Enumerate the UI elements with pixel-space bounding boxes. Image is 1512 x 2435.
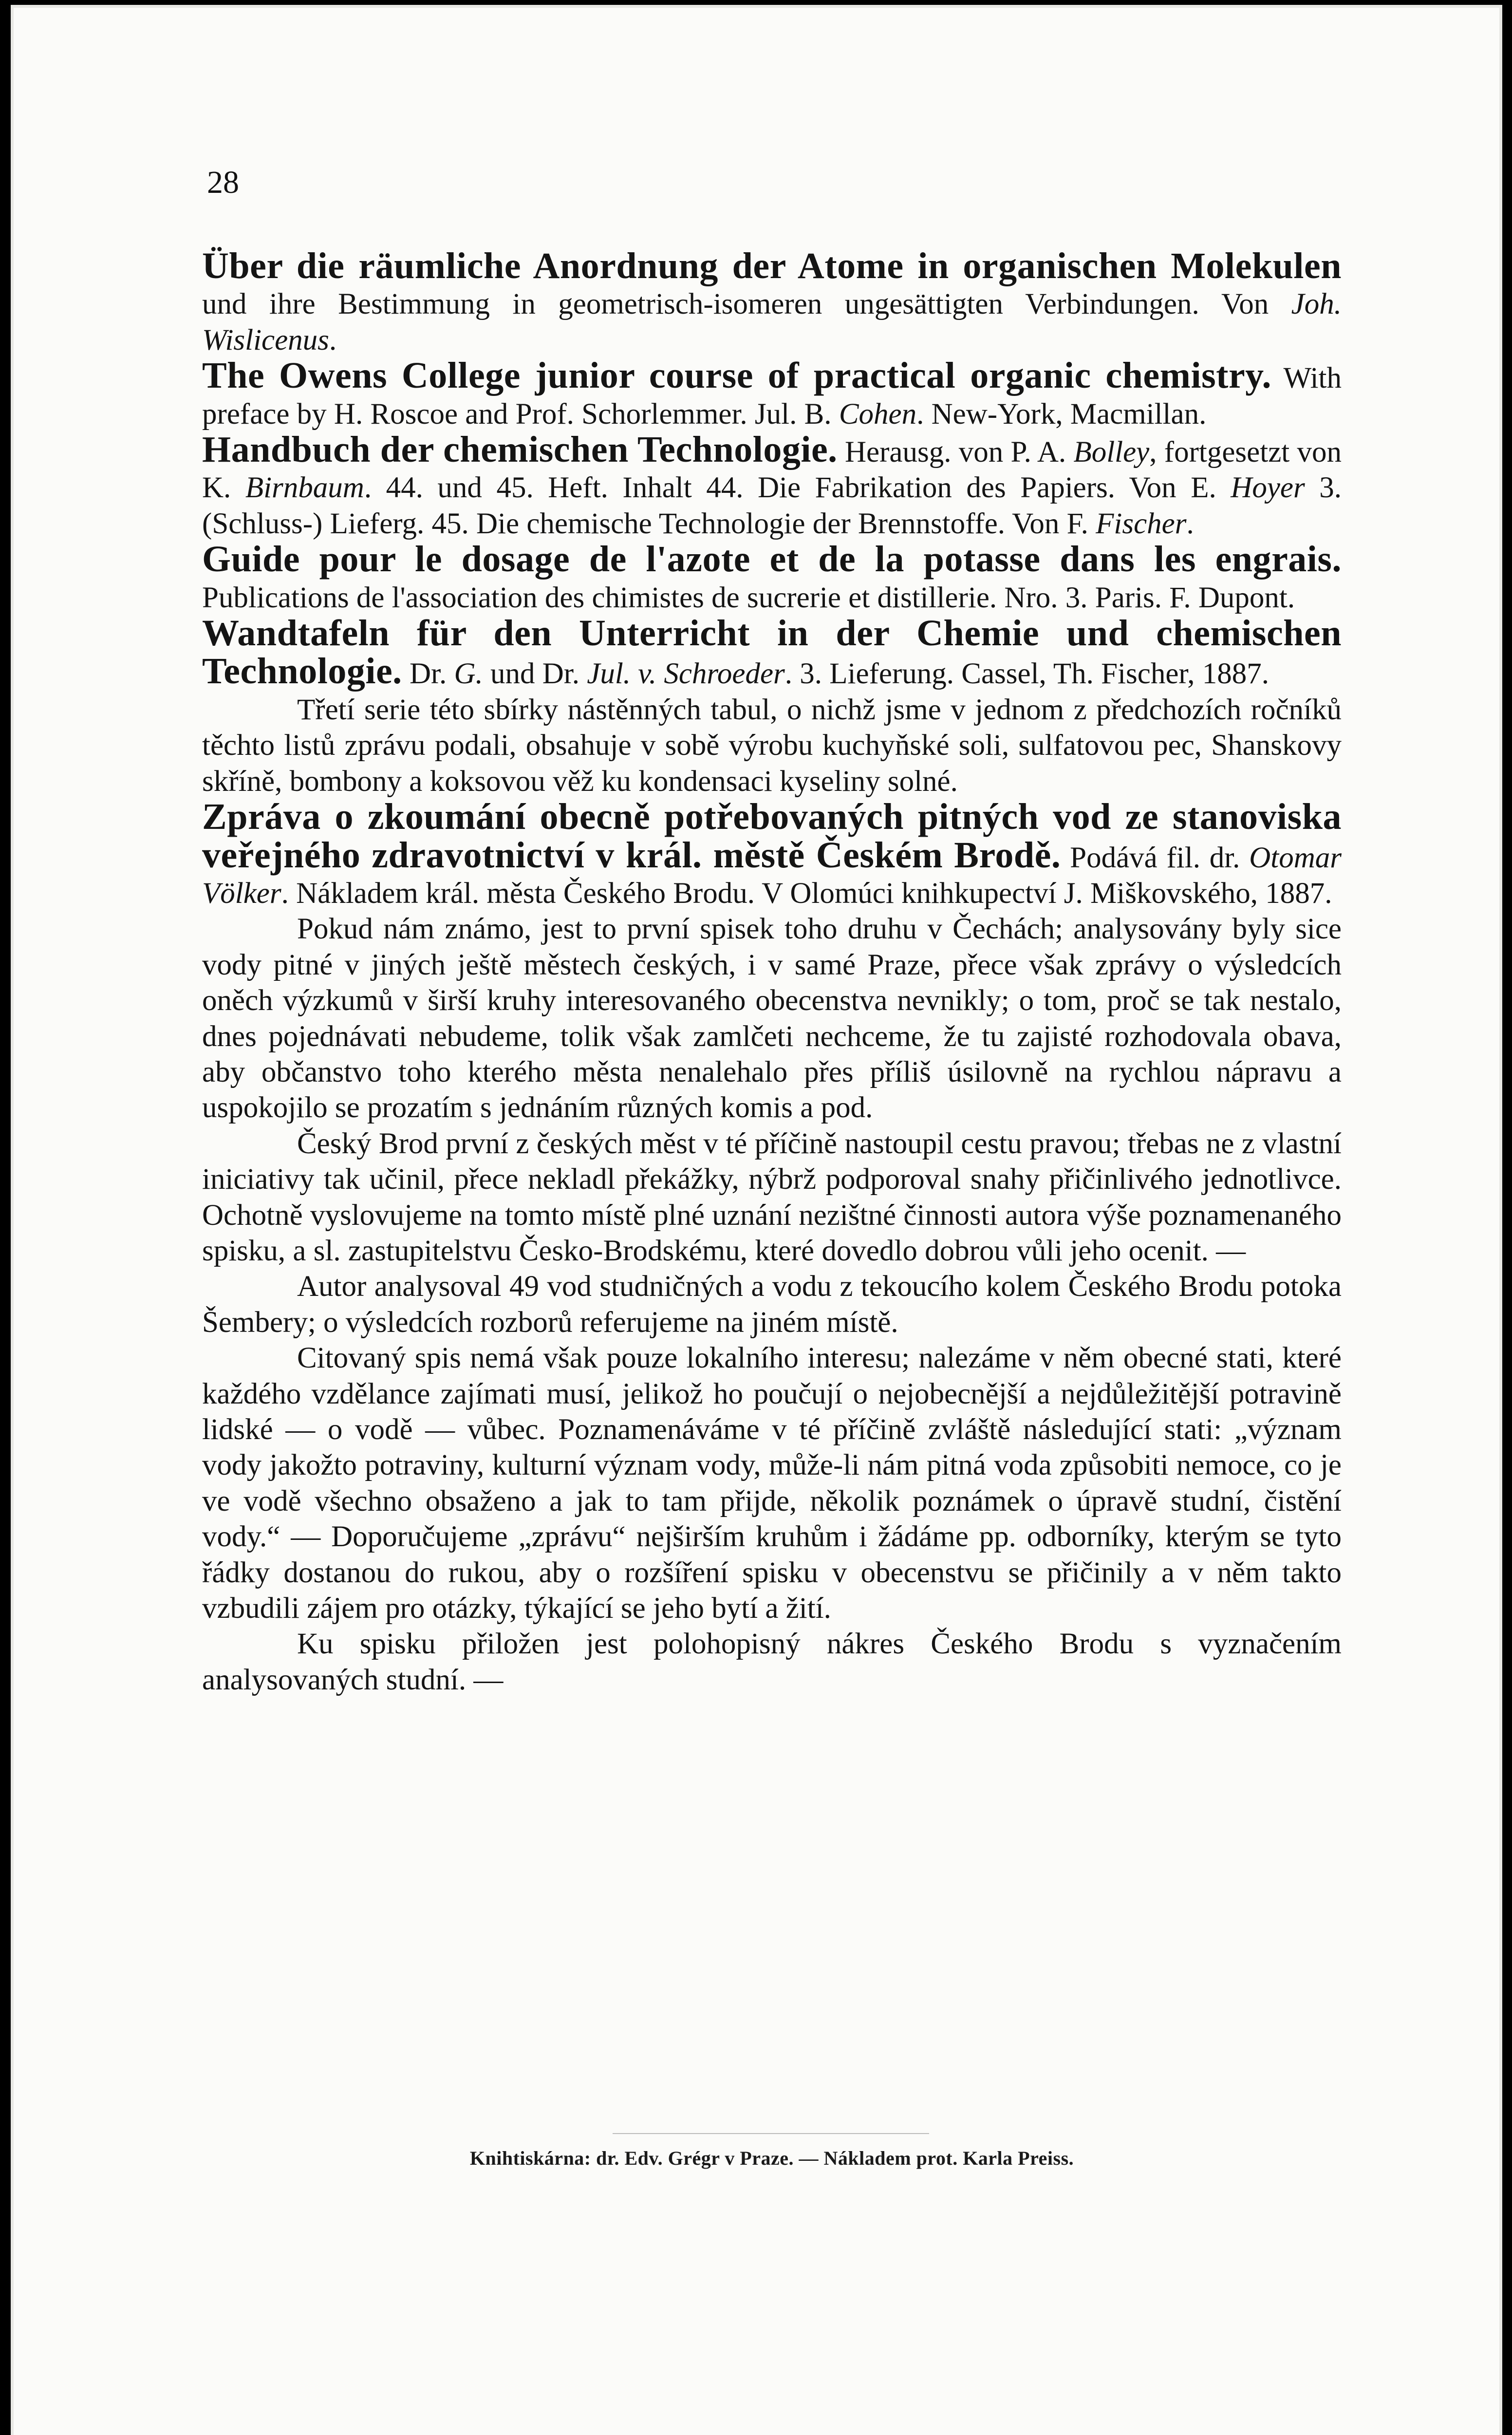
page-number: 28 <box>207 165 239 200</box>
bibliography-entry: Zpráva o zkoumání obecně potřebovaných pitných vod ze stanoviska veřejného zdravotnictví v král. městě Českém Brodě. Podává fil. dr. Otomar Völker. Nákladem král. města Českého Brodu. V Olomúci knihkupectví J. Miškovského, 1887. <box>202 796 1342 910</box>
review-paragraph: Pokud nám známo, jest to první spisek toho druhu v Čechách; analysovány byly sice vody pitné v jiných ještě městech českých, i v samé Praze, přece však zprávy o výsledcích oněch výzkumů v širší kruhy interesovaného obecenstva nevnikly; o tom, proč se tak nestalo, dnes pojednávati nebudeme, tolik však zamlčeti nechceme, že tu zajisté rozhodovala obava, aby občanstvo toho kterého města nenalehalo přes příliš úsilovně na rychlou nápravu a uspokojilo se prozatím s jednáním různých komis a pod. <box>202 913 1342 1124</box>
entry-author: G. <box>454 657 483 691</box>
entry-author: Jul. v. Schroeder <box>587 657 785 691</box>
review-paragraph: Autor analysoval 49 vod studničných a vodu z tekoucího kolem Českého Brodu potoka Šembery; o výsledcích rozborů referujeme na jiném místě. <box>202 1270 1342 1339</box>
entry-title: Zpráva o zkoumání obecně potřebovaných pitných vod ze stanoviska veřejného zdravotnictví v král. městě Českém Brodě. <box>202 796 1342 876</box>
review-paragraph: Citovaný spis nemá však pouze lokalního interesu; nalezáme v něm obecné stati, které každého vzdělance zajímati musí, jelikož ho poučují o nejobecnější a nejdůležitější potravině lidské — o vodě — vůbec. Poznamenáváme v té příčině zvláště následující stati: „význam vody jakožto potraviny, kulturní význam vody, může-li nám pitná voda způsobiti nemoce, co je ve vodě všechno obsaženo a jak to tam přijde, několik poznámek o úpravě studní, čistění vody.“ — Doporučujeme „zprávu“ nejširším kruhům i žádáme pp. odborníky, kterým se tyto řádky dostanou do rukou, aby o rozšíření spisku v obecenstvu se přičinily a v něm takto vzbudili zájem pro otázky, týkající se jeho bytí a žití. <box>202 1342 1342 1625</box>
entry-title: Über die räumliche Anordnung der Atome in organischen Molekulen <box>202 245 1342 286</box>
bibliography-entry: The Owens College junior course of practical organic chemistry. With preface by H. Roscoe and Prof. Schorlemmer. Jul. B. Cohen. New-York, Macmillan. <box>202 355 1342 431</box>
entry-author: Fischer <box>1096 507 1187 540</box>
entry-title: Handbuch der chemischen Technologie. <box>202 429 838 470</box>
book-page <box>11 5 1502 2435</box>
review-paragraph: Třetí serie této sbírky nástěnných tabul, o nichž jsme v jednom z předchozích ročníků těchto listů zprávu podali, obsahuje v sobě výrobu kuchyňské soli, sulfatovou pec, Shanskovy skříně, bombony a koksovou věž ku kondensaci kyseliny solné. <box>202 693 1342 798</box>
bibliography-entry: Guide pour le dosage de l'azote et de la potasse dans les engrais. Publications de l'association des chimistes de sucrerie et distillerie. Nro. 3. Paris. F. Dupont. <box>202 539 1342 614</box>
bibliography-entry: Handbuch der chemischen Technologie. Herausg. von P. A. Bolley, fortgesetzt von K. Birnbaum. 44. und 45. Heft. Inhalt 44. Die Fabrikation des Papiers. Von E. Hoyer 3. (Schluss-) Lieferg. 45. Die chemische Technologie der Brennstoffe. Von F. Fischer. <box>202 429 1342 540</box>
bibliography-entry: Wandtafeln für den Unterricht in der Chemie und chemischen Technologie. Dr. G. und Dr. Jul. v. Schroeder. 3. Lieferung. Cassel, Th. Fischer, 1887. <box>202 613 1342 692</box>
entry-title: Wandtafeln für den Unterricht in der Chemie und chemischen Technologie. <box>202 613 1342 692</box>
entry-author: Birnbaum <box>245 471 364 505</box>
entry-author: Cohen <box>839 397 917 431</box>
review-paragraph: Ku spisku přiložen jest polohopisný nákres Českého Brodu s vyznačením analysovaných studní. — <box>202 1628 1342 1696</box>
footer-divider <box>613 2133 929 2134</box>
page-body <box>202 245 1342 1698</box>
entry-title: Guide pour le dosage de l'azote et de la potasse dans les engrais. <box>202 539 1342 580</box>
entry-author: Bolley <box>1073 436 1150 469</box>
printer-imprint: Knihtiskárna: dr. Edv. Grégr v Praze. — Nákladem prot. Karla Preiss. <box>469 2147 1074 2169</box>
entry-author: Joh. Wislicenus <box>202 288 1342 356</box>
entry-author: Hoyer <box>1231 471 1305 505</box>
entry-title: The Owens College junior course of practical organic chemistry. <box>202 355 1271 396</box>
entry-author: Otomar Völker <box>202 841 1342 910</box>
review-paragraph: Český Brod první z českých měst v té příčině nastoupil cestu pravou; třebas ne z vlastní iniciativy tak učinil, přece nekladl překážky, nýbrž podporoval snahy přičinlivého jednotlivce. Ochotně vyslovujeme na tomto místě plné uznání nezištné činnosti autora výše poznamenaného spisku, a sl. zastupitelstvu Česko-Brodskému, které dovedlo dobrou vůli jeho ocenit. — <box>202 1127 1342 1267</box>
bibliography-entry: Über die räumliche Anordnung der Atome in organischen Molekulen und ihre Bestimmung in geometrisch-isomeren ungesättigten Verbindungen. Von Joh. Wislicenus. <box>202 245 1342 356</box>
